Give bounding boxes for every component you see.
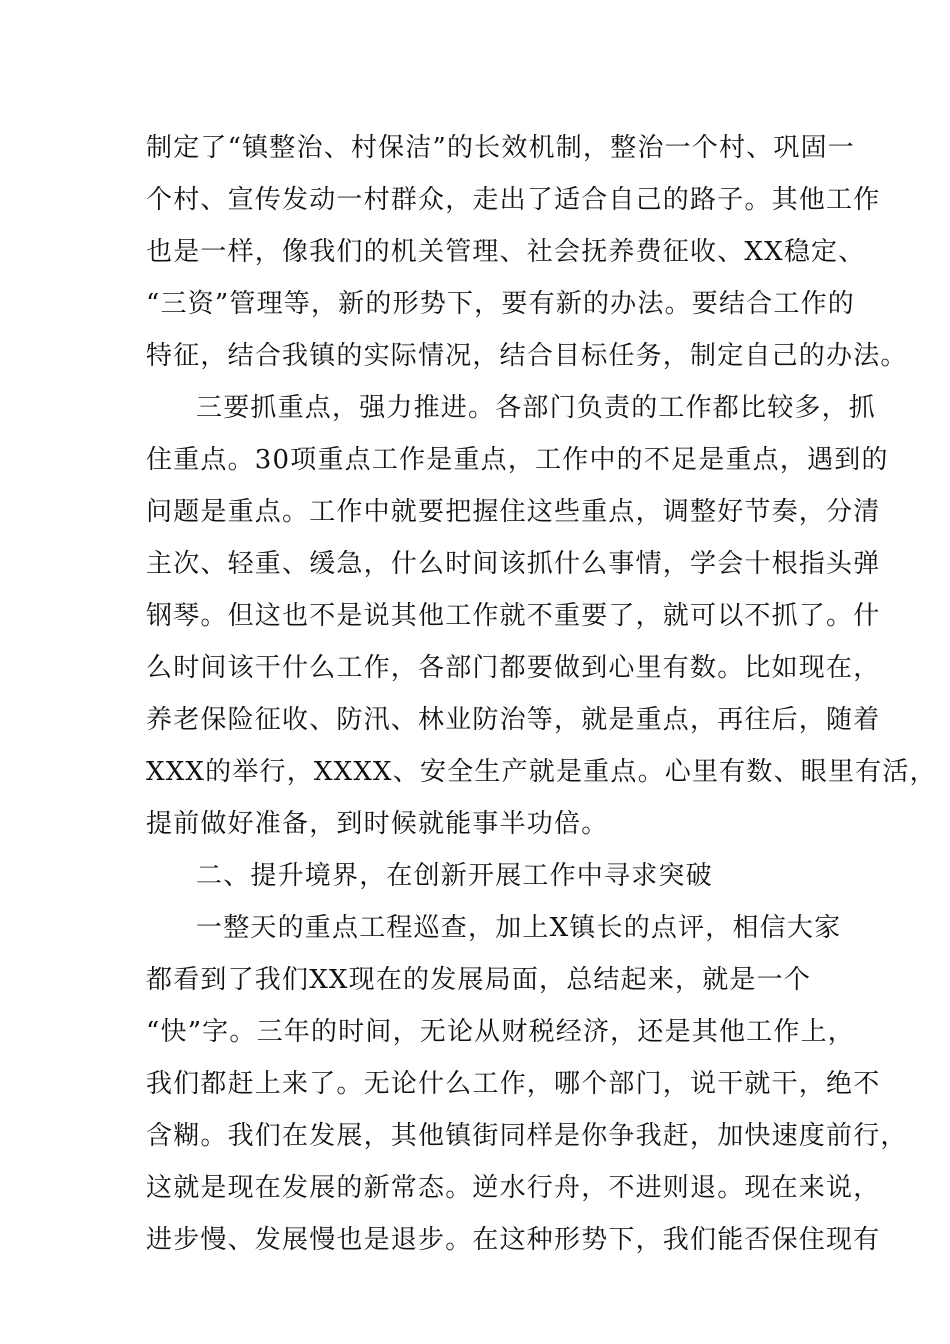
text-line: 也是一样，像我们的机关管理、社会抚养费征收、XX稳定、 bbox=[146, 237, 866, 267]
text-line: 养老保险征收、防汛、林业防治等，就是重点，再往后，随着 bbox=[146, 705, 881, 735]
text-line: 特征，结合我镇的实际情况，结合目标任务，制定自己的办法。 bbox=[146, 341, 908, 371]
text-line: 主次、轻重、缓急，什么时间该抓什么事情，学会十根指头弹 bbox=[146, 549, 881, 579]
text-line: 都看到了我们XX现在的发展局面，总结起来，就是一个 bbox=[146, 965, 812, 995]
text-line: 个村、宣传发动一村群众，走出了适合自己的路子。其他工作 bbox=[146, 185, 881, 215]
text-line: 住重点。30项重点工作是重点，工作中的不足是重点，遇到的 bbox=[146, 445, 889, 475]
text-line: 制定了“镇整治、村保洁”的长效机制，整治一个村、巩固一 bbox=[146, 133, 855, 163]
paragraph-start-line: 一整天的重点工程巡查，加上X镇长的点评，相信大家 bbox=[196, 913, 842, 943]
text-line: 这就是现在发展的新常态。逆水行舟，不进则退。现在来说， bbox=[146, 1173, 881, 1203]
text-line: 问题是重点。工作中就要把握住这些重点，调整好节奏，分清 bbox=[146, 497, 881, 527]
text-line: “三资”管理等，新的形势下，要有新的办法。要结合工作的 bbox=[146, 289, 855, 319]
text-line: 钢琴。但这也不是说其他工作就不重要了，就可以不抓了。什 bbox=[146, 601, 881, 631]
text-line: 我们都赶上来了。无论什么工作，哪个部门，说干就干，绝不 bbox=[146, 1069, 881, 1099]
section-heading: 二、提升境界，在创新开展工作中寻求突破 bbox=[196, 861, 713, 891]
text-line: 含糊。我们在发展，其他镇街同样是你争我赶，加快速度前行， bbox=[146, 1121, 908, 1151]
text-line: 提前做好准备，到时候就能事半功倍。 bbox=[146, 809, 609, 839]
paragraph-start-line: 三要抓重点，强力推进。各部门负责的工作都比较多，抓 bbox=[196, 393, 877, 423]
text-line: “快”字。三年的时间，无论从财税经济，还是其他工作上， bbox=[146, 1017, 855, 1047]
text-line: XXX的举行，XXXX、安全生产就是重点。心里有数、眼里有活， bbox=[146, 757, 937, 787]
text-line: 进步慢、发展慢也是退步。在这种形势下，我们能否保住现有 bbox=[146, 1225, 881, 1255]
text-line: 么时间该干什么工作，各部门都要做到心里有数。比如现在， bbox=[146, 653, 881, 683]
